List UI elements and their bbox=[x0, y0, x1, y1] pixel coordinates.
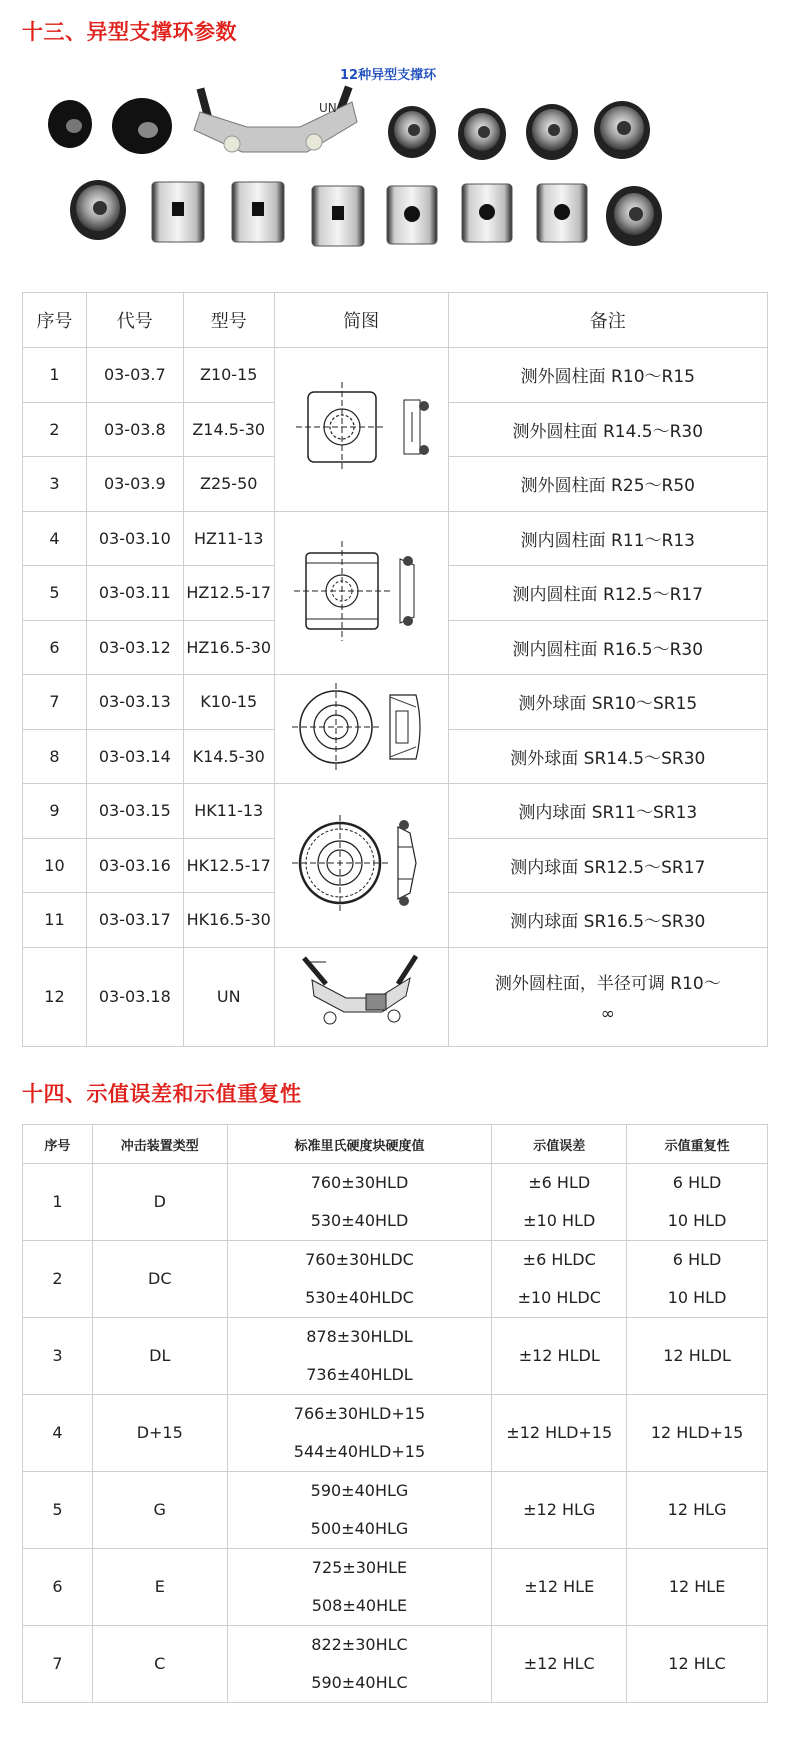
cell-note: 测内球面 SR11～SR13 bbox=[448, 784, 767, 839]
section-13-title: 十三、异型支撑环参数 bbox=[22, 20, 237, 44]
table-row bbox=[23, 1626, 768, 1703]
hardness-2: 736±40HLDL bbox=[306, 1365, 413, 1384]
hardness-1: 766±30HLD+15 bbox=[293, 1404, 426, 1423]
ring-black-small bbox=[48, 100, 92, 148]
diagram-k-icon bbox=[286, 677, 436, 777]
cell-note: 测外圆柱面 R25～R50 bbox=[448, 457, 767, 512]
cell-hardness bbox=[227, 1472, 492, 1549]
cell-no: 7 bbox=[23, 675, 87, 730]
error-1: ±6 HLD bbox=[528, 1173, 591, 1192]
ring-black-large bbox=[112, 98, 172, 154]
table-header-row bbox=[23, 1125, 768, 1164]
cell-note: 测内球面 SR12.5～SR17 bbox=[448, 838, 767, 893]
cell-model: HZ16.5-30 bbox=[183, 620, 274, 675]
table-row bbox=[23, 1318, 768, 1395]
cell-no: 1 bbox=[23, 348, 87, 403]
cell-no: 4 bbox=[23, 511, 87, 566]
un-label: UN bbox=[319, 101, 337, 115]
cell-note bbox=[448, 947, 767, 1046]
cell-no: 1 bbox=[23, 1164, 93, 1241]
cell-no: 7 bbox=[23, 1626, 93, 1703]
cell-model: Z14.5-30 bbox=[183, 402, 274, 457]
hardness-1: 725±30HLE bbox=[311, 1558, 408, 1577]
hardness-1: 822±30HLC bbox=[311, 1635, 408, 1654]
header-indication-error: 示值误差 bbox=[492, 1125, 627, 1164]
cell-hardness bbox=[227, 1549, 492, 1626]
block-1 bbox=[152, 182, 204, 242]
cell-model: K14.5-30 bbox=[183, 729, 274, 784]
cell-code: 03-03.9 bbox=[86, 457, 183, 512]
hardness-2: 508±40HLE bbox=[311, 1596, 408, 1615]
cell-code: 03-03.18 bbox=[86, 947, 183, 1046]
table-row bbox=[23, 1241, 768, 1318]
header-no: 序号 bbox=[23, 1125, 93, 1164]
indication-error-table bbox=[22, 1124, 768, 1703]
cell-note: 测外圆柱面 R14.5～R30 bbox=[448, 402, 767, 457]
cell-code: 03-03.12 bbox=[86, 620, 183, 675]
cell-model: HZ11-13 bbox=[183, 511, 274, 566]
error-2: ±10 HLDC bbox=[517, 1288, 601, 1307]
cell-type: C bbox=[92, 1626, 227, 1703]
diagram-un bbox=[274, 947, 448, 1046]
header-standard-hardness: 标准里氏硬度块硬度值 bbox=[227, 1125, 492, 1164]
ring-steel-4 bbox=[594, 101, 650, 159]
cell-type: G bbox=[92, 1472, 227, 1549]
repeat-1: 6 HLD bbox=[672, 1173, 722, 1192]
block-4 bbox=[387, 186, 437, 244]
cell-type: DC bbox=[92, 1241, 227, 1318]
note-line-2: ∞ bbox=[600, 1004, 615, 1024]
diagram-sphere-inner bbox=[274, 784, 448, 948]
cell-note: 测内球面 SR16.5～SR30 bbox=[448, 893, 767, 948]
header-model: 型号 bbox=[183, 293, 274, 348]
diagram-cylinder-inner bbox=[274, 511, 448, 675]
hardness-1: 878±30HLDL bbox=[306, 1327, 413, 1346]
cell-no: 5 bbox=[23, 1472, 93, 1549]
table-row bbox=[23, 675, 768, 730]
cell-repeat: 12 HLC bbox=[627, 1626, 768, 1703]
cell-model: HK11-13 bbox=[183, 784, 274, 839]
header-code: 代号 bbox=[86, 293, 183, 348]
cell-repeat bbox=[627, 1241, 768, 1318]
header-no: 序号 bbox=[23, 293, 87, 348]
cell-code: 03-03.14 bbox=[86, 729, 183, 784]
header-diagram: 简图 bbox=[274, 293, 448, 348]
cell-model: UN bbox=[183, 947, 274, 1046]
cell-code: 03-03.16 bbox=[86, 838, 183, 893]
cell-code: 03-03.13 bbox=[86, 675, 183, 730]
table-row bbox=[23, 1164, 768, 1241]
hardness-2: 530±40HLD bbox=[310, 1211, 409, 1230]
hardness-2: 590±40HLC bbox=[311, 1673, 408, 1692]
cell-error bbox=[492, 1164, 627, 1241]
cell-model: K10-15 bbox=[183, 675, 274, 730]
table-header-row bbox=[23, 293, 768, 348]
ring-steel-5 bbox=[70, 180, 126, 240]
cell-error: ±12 HLDL bbox=[492, 1318, 627, 1395]
cell-error: ±12 HLE bbox=[492, 1549, 627, 1626]
header-repeatability: 示值重复性 bbox=[627, 1125, 768, 1164]
cell-model: HZ12.5-17 bbox=[183, 566, 274, 621]
hardness-1: 590±40HLG bbox=[310, 1481, 409, 1500]
cell-model: Z10-15 bbox=[183, 348, 274, 403]
hardness-2: 530±40HLDC bbox=[305, 1288, 414, 1307]
cell-code: 03-03.11 bbox=[86, 566, 183, 621]
diagram-hz-icon bbox=[286, 531, 436, 651]
cell-type: DL bbox=[92, 1318, 227, 1395]
cell-code: 03-03.8 bbox=[86, 402, 183, 457]
cell-note: 测外球面 SR10～SR15 bbox=[448, 675, 767, 730]
cell-repeat: 12 HLDL bbox=[627, 1318, 768, 1395]
block-2 bbox=[232, 182, 284, 242]
cell-no: 2 bbox=[23, 402, 87, 457]
cell-no: 3 bbox=[23, 1318, 93, 1395]
cell-hardness bbox=[227, 1395, 492, 1472]
support-ring-table bbox=[22, 292, 768, 1047]
hardness-2: 544±40HLD+15 bbox=[293, 1442, 426, 1461]
hardness-2: 500±40HLG bbox=[310, 1519, 409, 1538]
repeat-1: 6 HLD bbox=[672, 1250, 722, 1269]
section-14-title: 十四、示值误差和示值重复性 bbox=[22, 1082, 302, 1106]
cell-no: 8 bbox=[23, 729, 87, 784]
cell-repeat: 12 HLE bbox=[627, 1549, 768, 1626]
diagram-z-icon bbox=[286, 372, 436, 482]
cell-error: ±12 HLG bbox=[492, 1472, 627, 1549]
table-row bbox=[23, 511, 768, 566]
cell-hardness bbox=[227, 1164, 492, 1241]
cell-no: 6 bbox=[23, 620, 87, 675]
cell-type: E bbox=[92, 1549, 227, 1626]
hardness-1: 760±30HLD bbox=[310, 1173, 409, 1192]
cell-no: 12 bbox=[23, 947, 87, 1046]
cell-code: 03-03.15 bbox=[86, 784, 183, 839]
repeat-2: 10 HLD bbox=[667, 1288, 727, 1307]
cell-repeat: 12 HLG bbox=[627, 1472, 768, 1549]
block-5 bbox=[462, 184, 512, 242]
hardness-1: 760±30HLDC bbox=[305, 1250, 414, 1269]
cell-no: 11 bbox=[23, 893, 87, 948]
header-note: 备注 bbox=[448, 293, 767, 348]
cell-note: 测内圆柱面 R16.5～R30 bbox=[448, 620, 767, 675]
cell-no: 5 bbox=[23, 566, 87, 621]
ring-steel-6 bbox=[606, 186, 662, 246]
un-support bbox=[194, 85, 357, 152]
table-row bbox=[23, 1395, 768, 1472]
photo-caption: 12种异型支撑环 bbox=[340, 68, 437, 83]
cell-type: D+15 bbox=[92, 1395, 227, 1472]
cell-error: ±12 HLC bbox=[492, 1626, 627, 1703]
diagram-hk-icon bbox=[286, 803, 436, 923]
cell-no: 10 bbox=[23, 838, 87, 893]
cell-hardness bbox=[227, 1626, 492, 1703]
cell-hardness bbox=[227, 1241, 492, 1318]
block-6 bbox=[537, 184, 587, 242]
cell-repeat bbox=[627, 1164, 768, 1241]
block-3 bbox=[312, 186, 364, 246]
cell-error bbox=[492, 1241, 627, 1318]
header-device-type: 冲击装置类型 bbox=[92, 1125, 227, 1164]
cell-note: 测外圆柱面 R10～R15 bbox=[448, 348, 767, 403]
cell-no: 4 bbox=[23, 1395, 93, 1472]
repeat-2: 10 HLD bbox=[667, 1211, 727, 1230]
error-2: ±10 HLD bbox=[523, 1211, 596, 1230]
table-row bbox=[23, 947, 768, 1046]
cell-no: 2 bbox=[23, 1241, 93, 1318]
diagram-sphere-outer bbox=[274, 675, 448, 784]
ring-steel-3 bbox=[526, 104, 578, 160]
cell-no: 3 bbox=[23, 457, 87, 512]
table-row bbox=[23, 348, 768, 403]
cell-repeat: 12 HLD+15 bbox=[627, 1395, 768, 1472]
cell-no: 9 bbox=[23, 784, 87, 839]
diagram-un-icon bbox=[286, 950, 436, 1040]
note-line-1: 测外圆柱面，半径可调 R10～ bbox=[494, 974, 721, 994]
error-1: ±6 HLDC bbox=[522, 1250, 596, 1269]
cell-hardness bbox=[227, 1318, 492, 1395]
cell-model: Z25-50 bbox=[183, 457, 274, 512]
support-rings-photo bbox=[22, 82, 768, 294]
cell-note: 测内圆柱面 R12.5～R17 bbox=[448, 566, 767, 621]
ring-steel-1 bbox=[388, 106, 436, 158]
cell-code: 03-03.7 bbox=[86, 348, 183, 403]
cell-note: 测外球面 SR14.5～SR30 bbox=[448, 729, 767, 784]
diagram-cylinder-outer bbox=[274, 348, 448, 512]
cell-no: 6 bbox=[23, 1549, 93, 1626]
cell-note: 测内圆柱面 R11～R13 bbox=[448, 511, 767, 566]
cell-type: D bbox=[92, 1164, 227, 1241]
cell-error: ±12 HLD+15 bbox=[492, 1395, 627, 1472]
cell-code: 03-03.17 bbox=[86, 893, 183, 948]
table-row bbox=[23, 784, 768, 839]
cell-model: HK16.5-30 bbox=[183, 893, 274, 948]
ring-steel-2 bbox=[458, 108, 506, 160]
table-row bbox=[23, 1549, 768, 1626]
cell-model: HK12.5-17 bbox=[183, 838, 274, 893]
cell-code: 03-03.10 bbox=[86, 511, 183, 566]
table-row bbox=[23, 1472, 768, 1549]
